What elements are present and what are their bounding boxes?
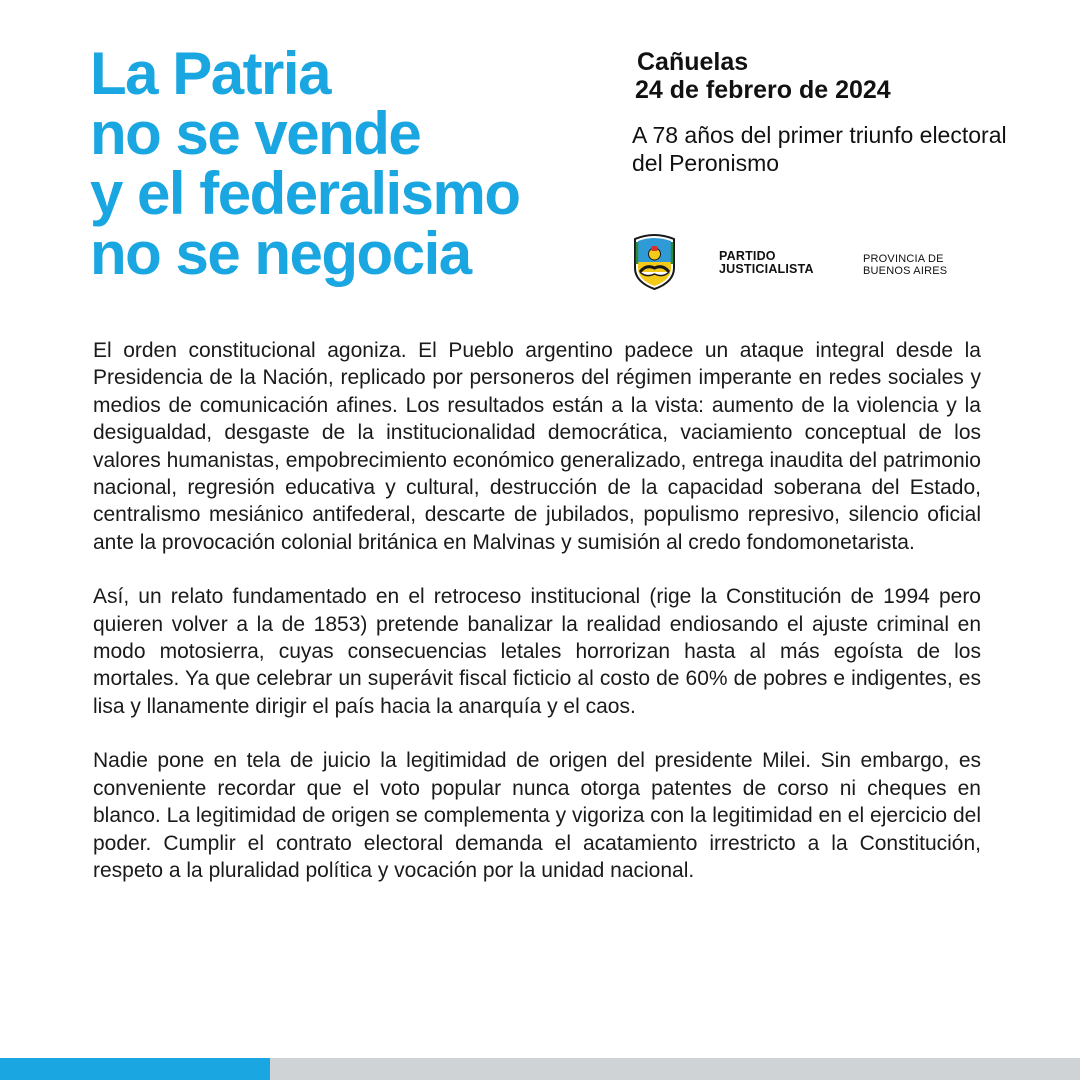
place-date [635, 48, 891, 104]
paragraph-1: El orden constitucional agoniza. El Pueblo argentino padece un ataque integral desde la Presidencia de la Nación, replicado por personeros del régimen imperante en redes sociales y medios de comunicación afines. Los resultados están a la vista: aumento de la violencia y la desigualdad, desgaste de la institucionalidad democrática, vaciamiento conceptual de los valores humanistas, empobrecimiento económico generalizado, entrega inaudita del patrimonio nacional, regresión educativa y cultural, destrucción de la capacidad soberana del Estado, centralismo mesiánico antifederal, descarte de jubilados, populismo represivo, silencio oficial ante la provocación colonial británica en Malvinas y sumisión al credo fondomonetarista. [93, 339, 981, 554]
date: 24 de febrero de 2024 [635, 76, 891, 104]
province-line-1: PROVINCIA DE [863, 253, 944, 265]
paragraph-3: Nadie pone en tela de juicio la legitimidad de origen del presidente Milei. Sin embargo, es conveniente recordar que el voto popular nunca otorga patentes de corso ni cheques en blanco. La legitimidad de origen se complementa y vigoriza con la legitimidad en el ejercicio del poder. Cumplir el contrato electoral demanda el acatamiento irrestricto a la Constitución, respeto a la pluralidad política y vocación por la unidad nacional. [93, 749, 981, 882]
headline-line-1: La Patria [90, 40, 330, 107]
footer-bar-grey [270, 1058, 1080, 1080]
paragraph-2: Así, un relato fundamentado en el retroceso institucional (rige la Constitución de 1994 pero quieren volver a la de 1853) pretende banalizar la realidad endiosando el ajuste criminal en modo motosierra, cuyas consecuencias letales horrorizan hasta al más egoísta de los mortales. Ya que celebrar un superávit fiscal ficticio al costo de 60% de pobres e indigentes, es lisa y llanamente dirigir el país hacia la anarquía y el caos. [93, 585, 981, 718]
province-line-2: BUENOS AIRES [863, 265, 948, 277]
headline-line-2: no se vende [90, 100, 421, 167]
statement-body [93, 337, 981, 911]
headline [90, 40, 610, 287]
partido-justicialista-logo [719, 250, 849, 276]
headline-line-4: no se negocia [90, 220, 471, 287]
provincia-buenos-aires-logo [863, 253, 983, 277]
headline-line-3: y el federalismo [90, 160, 520, 227]
location: Cañuelas [637, 48, 749, 76]
footer-bar-accent [0, 1058, 270, 1080]
party-line-2: JUSTICIALISTA [719, 262, 814, 276]
anniversary-note: A 78 años del primer triunfo electoral del Peronismo [632, 122, 1007, 176]
peronist-shield-icon [632, 232, 677, 290]
party-line-1: PARTIDO [719, 249, 776, 263]
